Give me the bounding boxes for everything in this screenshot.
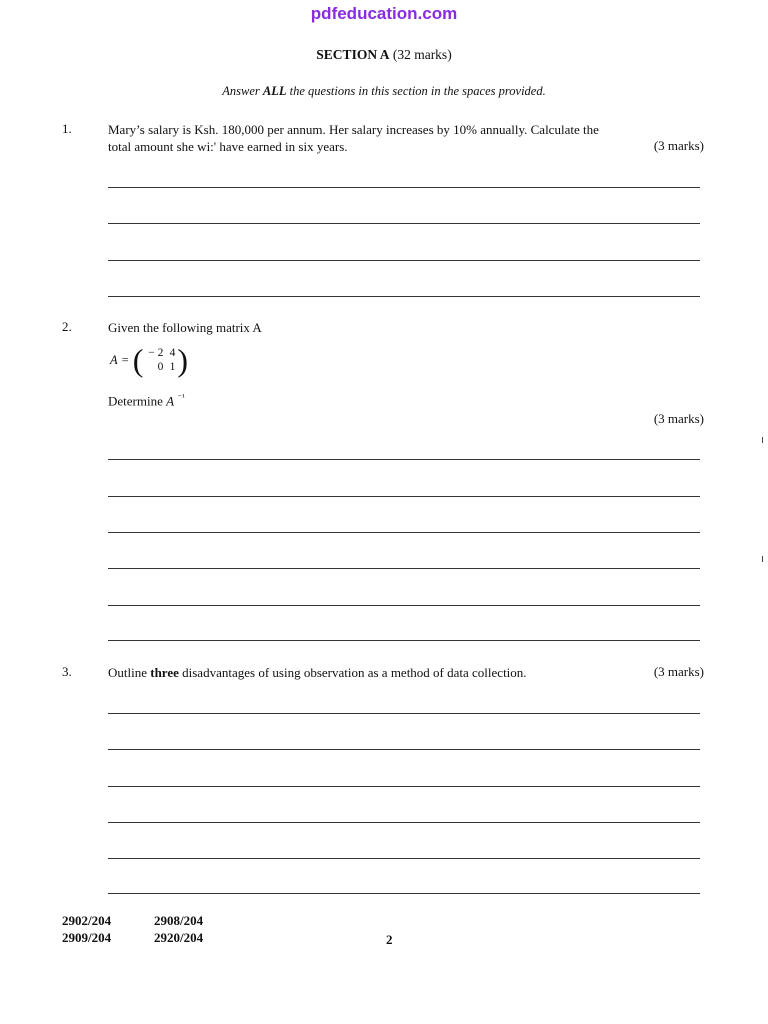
matrix-entry: 4 bbox=[169, 347, 176, 359]
paper-codes bbox=[62, 913, 234, 946]
question-1-line-2: total amount she wi:' have earned in six years. bbox=[108, 139, 348, 154]
question-3-text-pre: Outline bbox=[108, 665, 151, 680]
answer-line bbox=[108, 713, 700, 714]
question-1-marks: (3 marks) bbox=[653, 138, 704, 153]
answer-line bbox=[108, 605, 700, 606]
section-instructions bbox=[0, 84, 768, 99]
determine-variable: A bbox=[166, 393, 175, 409]
section-title bbox=[0, 47, 768, 63]
page-number: 2 bbox=[386, 932, 393, 947]
matrix-a bbox=[110, 343, 188, 377]
matrix-entries bbox=[143, 347, 177, 373]
answer-line bbox=[108, 822, 700, 823]
question-3-text-post: disadvantages of using observation as a method of data collection. bbox=[178, 665, 527, 680]
watermark-site-name: pdfeducation.com bbox=[310, 4, 458, 23]
question-1-line-1: Mary’s salary is Ksh. 180,000 per annum. Her salary increases by 10% annually. Calculate the bbox=[108, 122, 599, 137]
answer-line bbox=[108, 532, 700, 533]
matrix-label: A bbox=[110, 352, 118, 367]
answer-line bbox=[108, 496, 700, 497]
answer-line bbox=[108, 858, 700, 859]
matrix-left-paren: ( bbox=[132, 342, 144, 378]
answer-line bbox=[108, 786, 700, 787]
question-2-determine bbox=[108, 392, 185, 409]
paper-code: 2920/204 bbox=[154, 930, 204, 945]
matrix-entry: 1 bbox=[169, 361, 176, 373]
section-title-bold: SECTION A bbox=[316, 47, 390, 62]
question-2-marks: (3 marks) bbox=[653, 411, 704, 426]
paper-code: 2902/204 bbox=[62, 913, 112, 928]
determine-text: Determine bbox=[108, 393, 167, 409]
question-3-text bbox=[108, 664, 628, 681]
instructions-post: the questions in this section in the spaces provided. bbox=[286, 84, 546, 98]
question-2-text: Given the following matrix A bbox=[108, 320, 262, 335]
answer-line bbox=[108, 260, 700, 261]
answer-line bbox=[108, 893, 700, 894]
paper-code: 2908/204 bbox=[154, 913, 204, 928]
scan-mark bbox=[762, 437, 763, 443]
instructions-pre: Answer bbox=[222, 84, 263, 98]
answer-line bbox=[108, 568, 700, 569]
answer-line bbox=[108, 640, 700, 641]
answer-line bbox=[108, 459, 700, 460]
scan-mark bbox=[762, 556, 763, 562]
matrix-entry: 0 bbox=[157, 361, 164, 373]
answer-line bbox=[108, 296, 700, 297]
answer-line bbox=[108, 223, 700, 224]
instructions-bold: ALL bbox=[262, 84, 287, 98]
matrix-entry: − 2 bbox=[148, 347, 164, 359]
answer-line bbox=[108, 187, 700, 188]
paper-code: 2909/204 bbox=[62, 930, 112, 945]
question-1-text bbox=[108, 121, 704, 155]
question-1-number: 1. bbox=[62, 121, 72, 136]
matrix-equals: = bbox=[121, 352, 129, 367]
question-3-text-bold: three bbox=[150, 665, 179, 680]
question-3-number: 3. bbox=[62, 664, 72, 679]
section-title-marks: (32 marks) bbox=[389, 47, 452, 62]
question-2-number: 2. bbox=[62, 319, 72, 334]
answer-line bbox=[108, 749, 700, 750]
question-3-marks: (3 marks) bbox=[653, 664, 704, 679]
determine-superscript: ⁻¹ bbox=[177, 392, 185, 402]
matrix-right-paren: ) bbox=[177, 342, 189, 378]
